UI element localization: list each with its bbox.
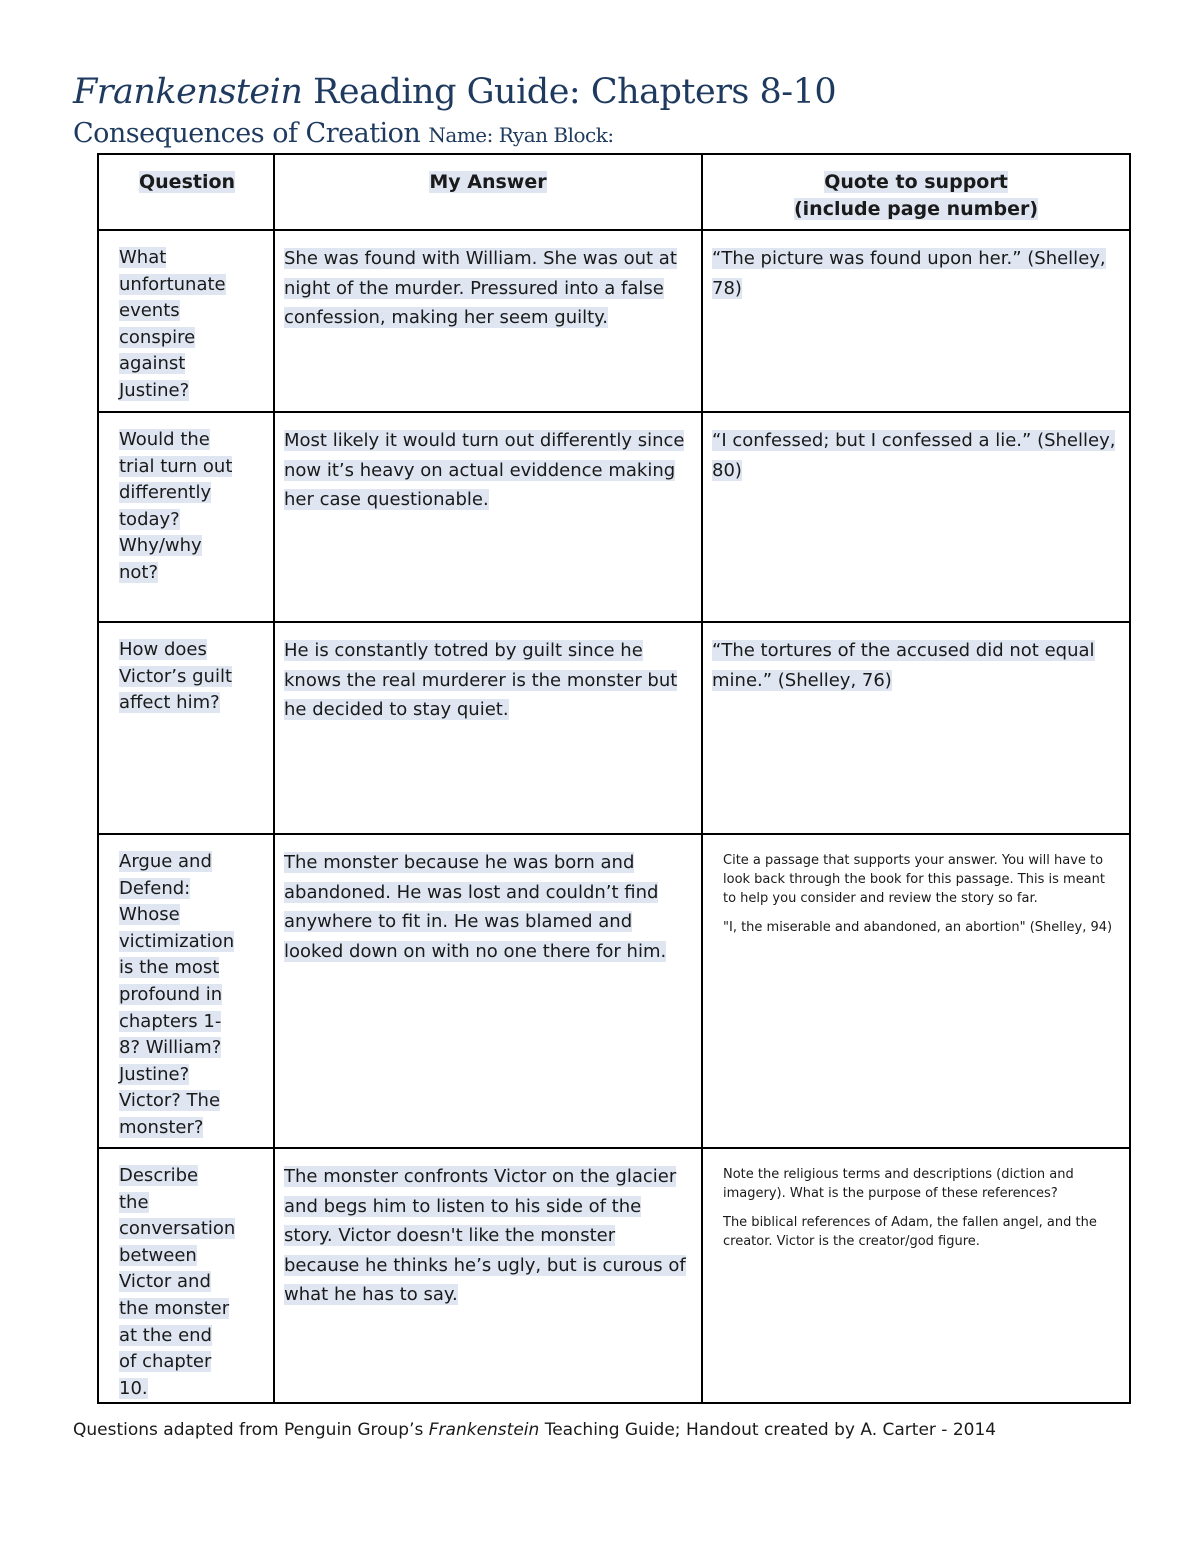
question-text: How does Victor’s guilt affect him? <box>119 639 233 714</box>
header-quote-sublabel: (include page number) <box>793 198 1039 220</box>
question-text: Argue and Defend: Whose victimization is the most profound in chapters 1-8? William? Justine? Victor? The monster? <box>119 851 235 1138</box>
quote-cell[interactable] <box>702 834 1130 1148</box>
answer-cell[interactable] <box>274 230 702 412</box>
table-row <box>98 230 1130 412</box>
quote-text: “The tortures of the accused did not equal mine.” (Shelley, 76) <box>712 640 1095 691</box>
header-answer-label: My Answer <box>429 171 547 193</box>
question-cell <box>98 1148 274 1403</box>
answer-cell[interactable] <box>274 412 702 622</box>
quote-cell[interactable] <box>702 230 1130 412</box>
answer-cell[interactable] <box>274 834 702 1148</box>
page-subtitle <box>73 118 614 149</box>
question-text: What unfortunate events conspire against Justine? <box>119 247 226 401</box>
footer-book-name: Frankenstein <box>428 1420 540 1440</box>
student-name: Name: Ryan Block: <box>428 123 614 147</box>
page-footer <box>73 1420 996 1440</box>
answer-cell[interactable] <box>274 622 702 834</box>
question-cell <box>98 412 274 622</box>
question-cell <box>98 622 274 834</box>
subtitle-text: Consequences of Creation <box>73 118 429 149</box>
answer-text: She was found with William. She was out at night of the murder. Pressured into a false confession, making her seem guilty. <box>284 248 677 328</box>
header-quote <box>702 154 1130 230</box>
question-cell <box>98 230 274 412</box>
question-text: Would the trial turn out differently today? Why/why not? <box>119 429 233 583</box>
quote-cell[interactable] <box>702 1148 1130 1403</box>
table-row <box>98 834 1130 1148</box>
page-title <box>73 72 836 112</box>
quote-prompt: Cite a passage that supports your answer. You will have to look back through the book for this passage. This is meant to help you consider and review the story so far. <box>723 853 1105 906</box>
answer-cell[interactable] <box>274 1148 702 1403</box>
header-quote-label: Quote to support <box>824 171 1008 193</box>
table-row <box>98 622 1130 834</box>
quote-text: “The picture was found upon her.” (Shelley, 78) <box>712 248 1106 299</box>
title-book-name: Frankenstein <box>73 72 303 112</box>
header-question <box>98 154 274 230</box>
question-text: Describe the conversation between Victor and the monster at the end of chapter 10. <box>119 1165 236 1399</box>
table-row <box>98 412 1130 622</box>
footer-pre: Questions adapted from Penguin Group’s <box>73 1420 429 1440</box>
header-question-label: Question <box>139 171 236 193</box>
quote-text: The biblical references of Adam, the fallen angel, and the creator. Victor is the creator/god figure. <box>723 1215 1097 1249</box>
quote-cell[interactable] <box>702 622 1130 834</box>
answer-text: Most likely it would turn out differently since now it’s heavy on actual eviddence making her case questionable. <box>284 430 685 510</box>
quote-text: "I, the miserable and abandoned, an abortion" (Shelley, 94) <box>723 920 1113 935</box>
table-row <box>98 1148 1130 1403</box>
reading-guide-table <box>97 153 1131 1404</box>
title-rest: Reading Guide: Chapters 8-10 <box>302 72 837 112</box>
quote-prompt: Note the religious terms and descriptions (diction and imagery). What is the purpose of these references? <box>723 1167 1074 1201</box>
header-answer <box>274 154 702 230</box>
quote-cell[interactable] <box>702 412 1130 622</box>
quote-text: “I confessed; but I confessed a lie.” (Shelley, 80) <box>712 430 1116 481</box>
table-header-row <box>98 154 1130 230</box>
answer-text: The monster confronts Victor on the glacier and begs him to listen to his side of the story. Victor doesn't like the monster because he thinks he’s ugly, but is curous of what he has to say. <box>284 1166 686 1305</box>
question-cell <box>98 834 274 1148</box>
footer-post: Teaching Guide; Handout created by A. Carter - 2014 <box>539 1420 997 1440</box>
answer-text: He is constantly totred by guilt since he knows the real murderer is the monster but he decided to stay quiet. <box>284 640 678 720</box>
answer-text: The monster because he was born and abandoned. He was lost and couldn’t find anywhere to fit in. He was blamed and looked down on with no one there for him. <box>284 852 667 962</box>
